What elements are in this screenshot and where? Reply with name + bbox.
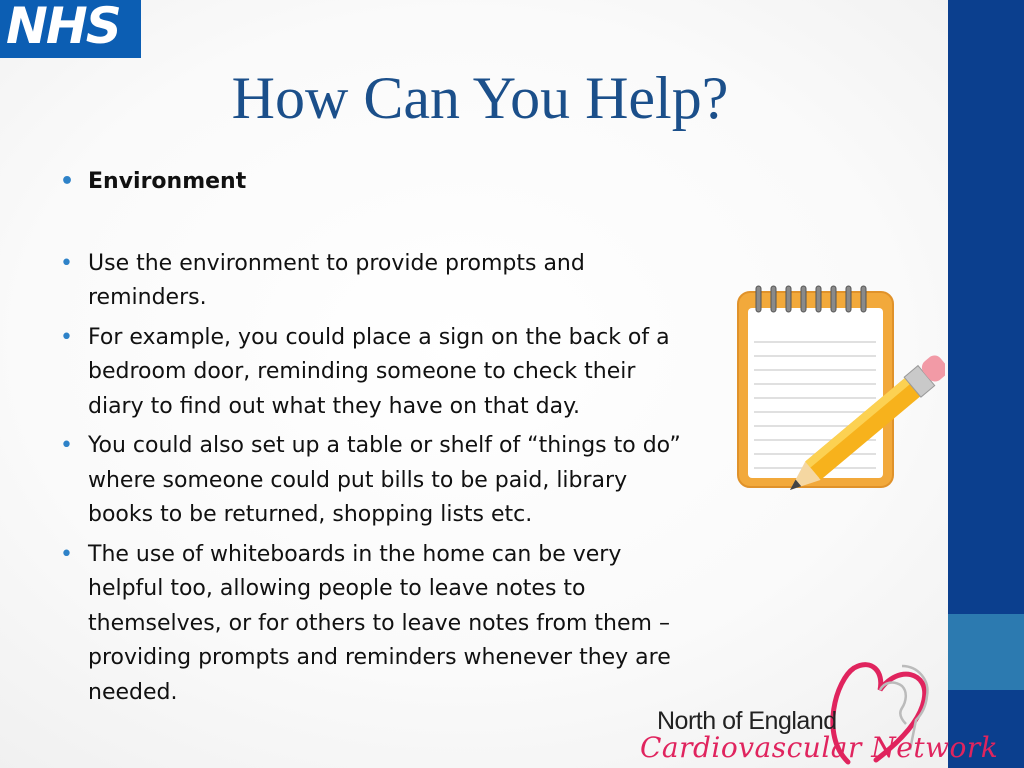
bullet-item — [60, 429, 692, 533]
nhs-logo — [0, 0, 141, 58]
bullet-text: For example, you could place a sign on the back of a bedroom door, reminding someone to check their diary to find out what they have on that day. — [88, 324, 670, 419]
bullet-marker: • — [60, 169, 75, 194]
bullet-marker: • — [60, 541, 73, 567]
nhs-logo-text: NHS — [6, 0, 120, 55]
notepad-pencil-icon — [730, 280, 945, 505]
bullet-text: Environment — [88, 169, 247, 194]
sidebar-accent-block — [948, 614, 1024, 690]
network-name-line2: Cardiovascular Network — [640, 731, 999, 764]
bullet-item — [60, 538, 692, 711]
bullet-heading-environment — [60, 165, 692, 200]
bullet-list — [60, 165, 692, 715]
slide-title: How Can You Help? — [231, 65, 729, 131]
bullet-item — [60, 321, 692, 425]
bullet-text: The use of whiteboards in the home can be very helpful too, allowing people to leave notes to themselves, or for others to leave notes from them – providing prompts and reminders whenever they are needed. — [88, 541, 671, 705]
network-name-line1: North of England — [657, 707, 837, 735]
bullet-marker: • — [60, 324, 73, 350]
bullet-text: Use the environment to provide prompts and reminders. — [88, 250, 585, 310]
bullet-text: You could also set up a table or shelf of “things to do” where someone could put bills to be paid, library books to be returned, shopping lists etc. — [88, 433, 681, 527]
right-sidebar-bar — [948, 0, 1024, 768]
bullet-item — [60, 247, 692, 316]
bullet-marker: • — [60, 250, 73, 276]
bullet-marker: • — [60, 433, 73, 458]
